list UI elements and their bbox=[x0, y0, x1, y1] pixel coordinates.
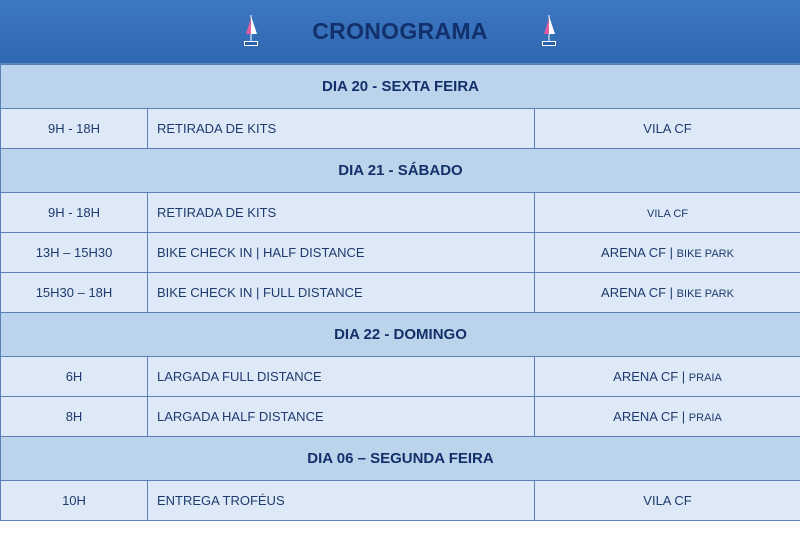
event-location bbox=[535, 193, 800, 233]
sailboat-logo-icon bbox=[242, 14, 260, 50]
event-activity: BIKE CHECK IN | HALF DISTANCE bbox=[148, 233, 535, 273]
day-label: DIA 20 - SEXTA FEIRA bbox=[1, 65, 800, 109]
page-title: CRONOGRAMA bbox=[312, 18, 488, 44]
event-location-sub: BIKE PARK bbox=[676, 288, 734, 300]
day-header-row bbox=[1, 437, 800, 481]
event-activity: RETIRADA DE KITS bbox=[148, 193, 535, 233]
event-time: 9H - 18H bbox=[1, 109, 148, 149]
location-separator: | bbox=[666, 245, 677, 260]
event-activity: LARGADA FULL DISTANCE bbox=[148, 357, 535, 397]
event-activity: ENTREGA TROFÉUS bbox=[148, 481, 535, 521]
day-label: DIA 06 – SEGUNDA FEIRA bbox=[1, 437, 800, 481]
title-bar bbox=[0, 0, 800, 64]
event-location-sub: PRAIA bbox=[688, 372, 722, 384]
event-location bbox=[535, 273, 800, 313]
day-header-row bbox=[1, 65, 800, 109]
event-row bbox=[1, 481, 800, 521]
event-row bbox=[1, 273, 800, 313]
event-location bbox=[535, 481, 800, 521]
event-time: 8H bbox=[1, 397, 148, 437]
event-row bbox=[1, 357, 800, 397]
event-time: 13H – 15H30 bbox=[1, 233, 148, 273]
day-label: DIA 22 - DOMINGO bbox=[1, 313, 800, 357]
event-location bbox=[535, 109, 800, 149]
event-location-sub: PRAIA bbox=[688, 412, 722, 424]
event-activity: RETIRADA DE KITS bbox=[148, 109, 535, 149]
event-location-main: ARENA CF bbox=[601, 245, 667, 260]
event-time: 9H - 18H bbox=[1, 193, 148, 233]
event-time: 6H bbox=[1, 357, 148, 397]
event-row bbox=[1, 193, 800, 233]
schedule-table bbox=[0, 64, 800, 521]
event-row bbox=[1, 397, 800, 437]
event-location-main: VILA CF bbox=[643, 493, 692, 508]
sailboat-logo-icon bbox=[540, 14, 558, 50]
location-separator: | bbox=[666, 285, 677, 300]
event-location bbox=[535, 397, 800, 437]
event-location-main: ARENA CF bbox=[613, 409, 679, 424]
event-location bbox=[535, 357, 800, 397]
event-location bbox=[535, 233, 800, 273]
event-location-main: ARENA CF bbox=[601, 285, 667, 300]
event-activity: LARGADA HALF DISTANCE bbox=[148, 397, 535, 437]
event-location-main: VILA CF bbox=[643, 121, 692, 136]
event-location-main: ARENA CF bbox=[613, 369, 679, 384]
day-label: DIA 21 - SÁBADO bbox=[1, 149, 800, 193]
day-header-row bbox=[1, 149, 800, 193]
event-time: 15H30 – 18H bbox=[1, 273, 148, 313]
event-location-sub: BIKE PARK bbox=[676, 248, 734, 260]
location-separator: | bbox=[678, 409, 689, 424]
schedule-body bbox=[1, 65, 800, 521]
event-activity: BIKE CHECK IN | FULL DISTANCE bbox=[148, 273, 535, 313]
day-header-row bbox=[1, 313, 800, 357]
event-location-main: VILA CF bbox=[647, 208, 688, 220]
event-time: 10H bbox=[1, 481, 148, 521]
event-row bbox=[1, 233, 800, 273]
location-separator: | bbox=[678, 369, 689, 384]
event-row bbox=[1, 109, 800, 149]
